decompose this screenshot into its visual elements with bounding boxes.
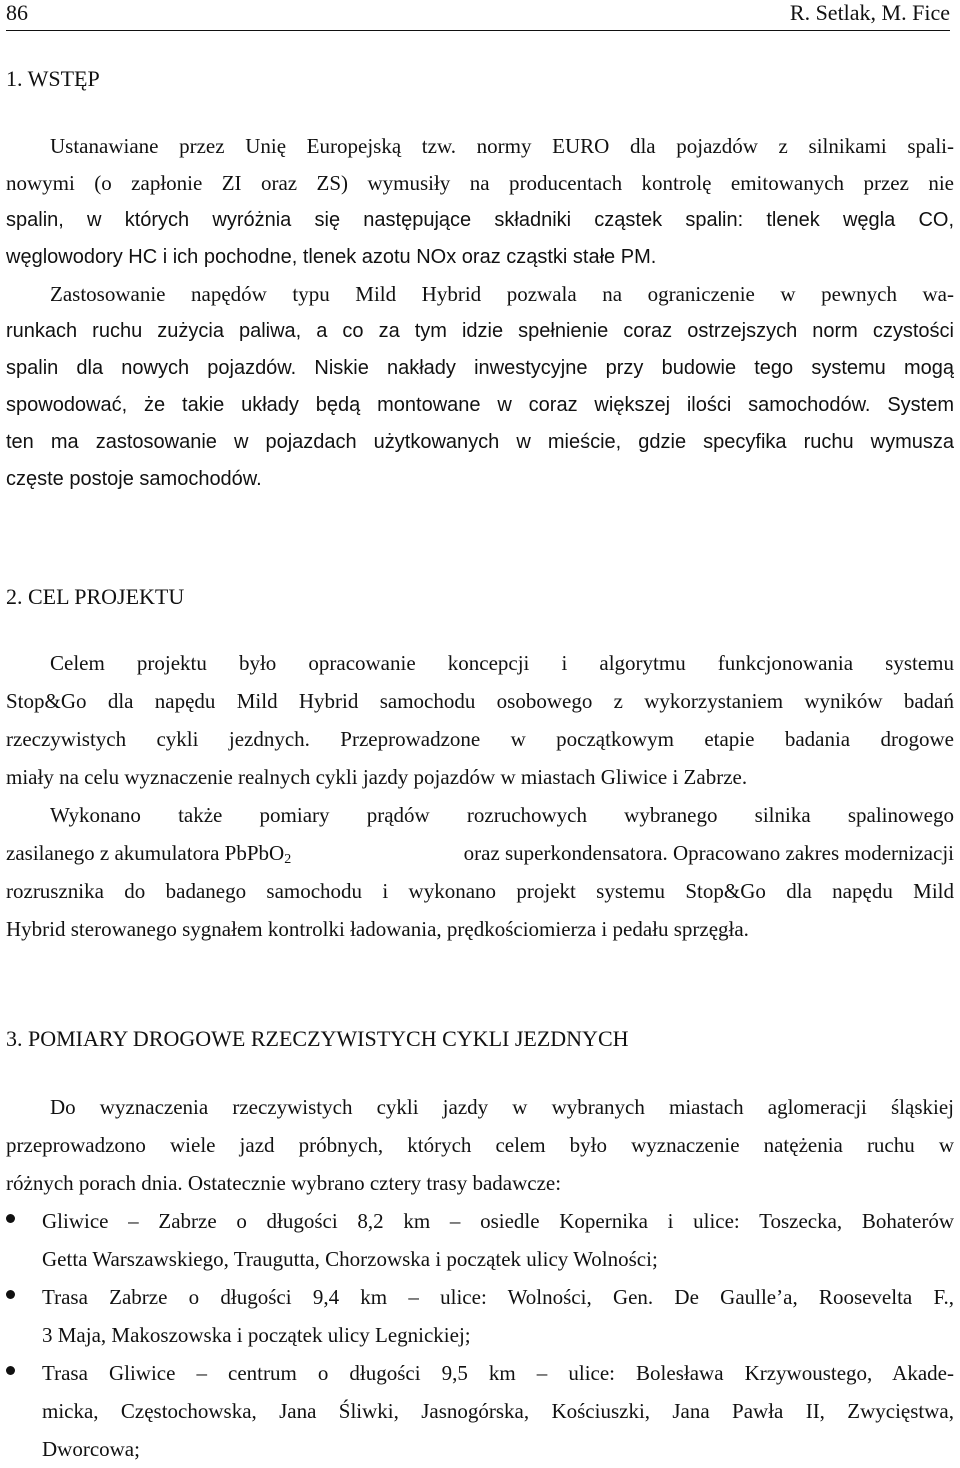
paragraph-line: Wykonano także pomiary prądów rozruchowych wybranego silnika spalinowego [50,803,954,827]
section-2-heading: 2. CEL PROJEKTU [6,584,185,609]
paragraph-line: spalin, w których wyróżnia się następujące składniki cząstek spalin: tlenek węgla CO, [6,209,954,231]
paragraph-line: ten ma zastosowanie w pojazdach użytkowanych w mieście, gdzie specyfika ruchu wymusza [6,431,954,453]
list-item-line: Trasa Zabrze o długości 9,4 km – ulice: Wolności, Gen. De Gaulle’a, Roosevelta F., [42,1285,954,1309]
paragraph-line: Zastosowanie napędów typu Mild Hybrid pozwala na ograniczenie w pewnych wa- [50,282,954,306]
list-item-line: Dworcowa; [42,1437,140,1461]
paragraph-line: węglowodory HC i ich pochodne, tlenek azotu NOx oraz cząstki stałe PM. [6,246,657,268]
paragraph-line: spalin dla nowych pojazdów. Niskie nakłady inwestycyjne przy budowie tego systemu mogą [6,357,954,379]
paragraph-line: Hybrid sterowanego sygnałem kontrolki ładowania, prędkościomierza i pedału sprzęgła. [6,917,749,941]
bullet-icon [6,1290,15,1299]
paragraph-line: Ustanawiane przez Unię Europejską tzw. normy EURO dla pojazdów z silnikami spali- [50,134,954,158]
paragraph-line: rzeczywistych cykli jezdnych. Przeprowadzone w początkowym etapie badania drogowe [6,727,954,751]
text-run [6,834,291,872]
paragraph-line: Do wyznaczenia rzeczywistych cykli jazdy w wybranych miastach aglomeracji śląskiej [50,1095,954,1119]
subscript: 2 [284,852,292,867]
list-item-line: Gliwice – Zabrze o długości 8,2 km – osiedle Kopernika i ulice: Toszecka, Bohaterów [42,1209,954,1233]
list-item-line: Trasa Gliwice – centrum o długości 9,5 km – ulice: Bolesława Krzywoustego, Akade- [42,1361,954,1385]
section-1-paragraph-2 [6,276,954,498]
paragraph-line: różnych porach dnia. Ostatecznie wybrano cztery trasy badawcze: [6,1171,562,1195]
page-header [6,0,950,31]
list-item-line: micka, Częstochowska, Jana Śliwki, Jasnogórska, Kościuszki, Jana Pawła II, Zwycięstwa, [42,1399,954,1423]
bullet-icon [6,1366,15,1375]
header-authors: R. Setlak, M. Fice [789,0,950,25]
list-item [6,1202,954,1278]
list-item [6,1354,954,1468]
section-3-heading: 3. POMIARY DROGOWE RZECZYWISTYCH CYKLI JEZDNYCH [6,1026,629,1051]
paragraph-line: nowymi (o zapłonie ZI oraz ZS) wymusiły na producentach kontrolę emitowanych przez nie [6,171,954,195]
paragraph-line: częste postoje samochodów. [6,468,262,490]
text-run: zasilanego z akumulatora PbPbO [6,841,285,865]
page-number: 86 [6,0,28,25]
list-item [6,1278,954,1354]
list-item-line: Getta Warszawskiego, Traugutta, Chorzowska i początek ulicy Wolności; [42,1247,658,1271]
bullet-icon [6,1214,15,1223]
section-1-paragraph-1 [6,128,954,276]
paragraph-line: spowodować, że takie układy będą montowane w coraz większej ilości samochodów. System [6,394,954,416]
routes-bullet-list [6,1202,954,1468]
paragraph-line: miały na celu wyznaczenie realnych cykli jazdy pojazdów w miastach Gliwice i Zabrze. [6,765,748,789]
list-item-line: 3 Maja, Makoszowska i początek ulicy Legnickiej; [42,1323,471,1347]
paragraph-line [6,834,954,872]
paragraph-line: rozrusznika do badanego samochodu i wykonano projekt systemu Stop&Go dla napędu Mild [6,879,954,903]
section-1-heading: 1. WSTĘP [6,66,100,91]
section-3-paragraph-1 [6,1088,954,1202]
paragraph-line: przeprowadzono wiele jazd próbnych, których celem było wyznaczenie natężenia ruchu w [6,1133,954,1157]
paragraph-line: Stop&Go dla napędu Mild Hybrid samochodu osobowego z wykorzystaniem wyników badań [6,689,954,713]
text-run: oraz superkondensatora. Opracowano zakres modernizacji [463,841,954,865]
paragraph-line: runkach ruchu zużycia paliwa, a co za tym idzie spełnienie coraz ostrzejszych norm czystości [6,320,954,342]
section-2-paragraph-1 [6,644,954,796]
paragraph-line: Celem projektu było opracowanie koncepcji i algorytmu funkcjonowania systemu [50,651,954,675]
section-2-paragraph-2 [6,796,954,948]
